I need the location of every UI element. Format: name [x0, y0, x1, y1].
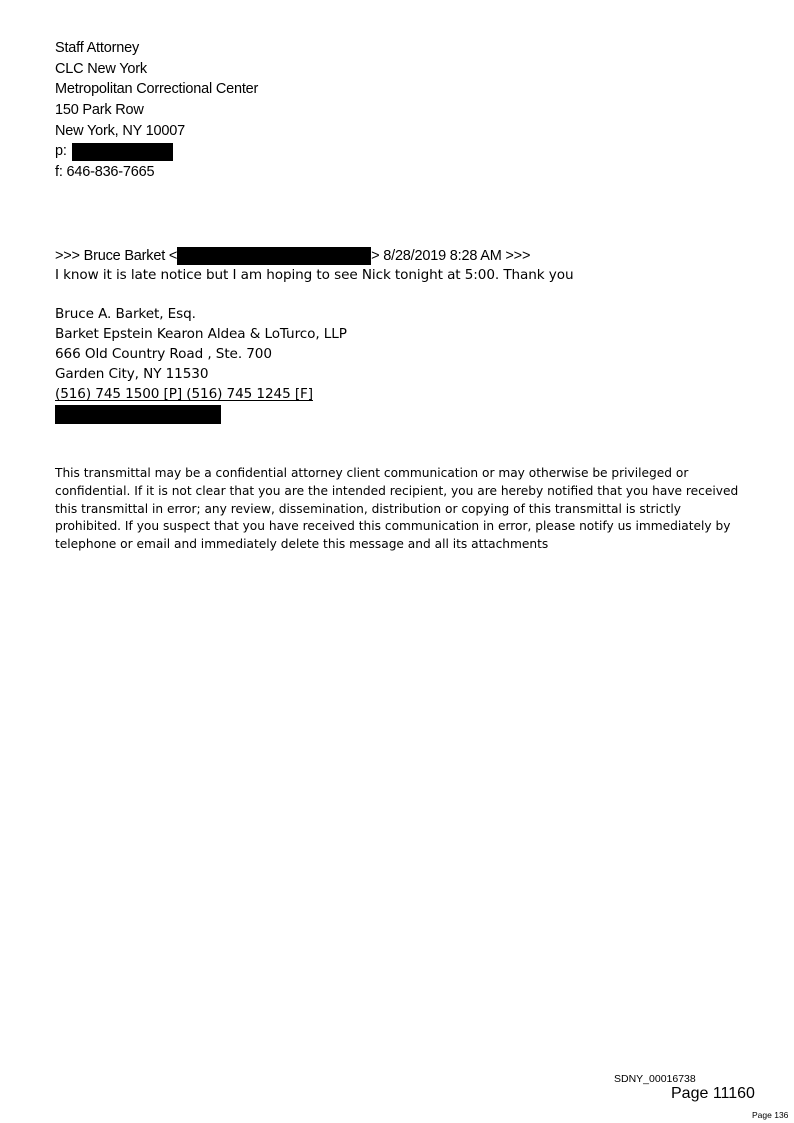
message-from-line: [55, 246, 530, 267]
small-page-number: Page 136: [752, 1110, 789, 1120]
sender-street: 666 Old Country Road , Ste. 700: [55, 346, 272, 362]
redaction-box: [72, 143, 173, 161]
phone-label: p:: [55, 143, 67, 160]
page-number: Page 11160: [671, 1085, 755, 1102]
signature-facility: Metropolitan Correctional Center: [55, 81, 259, 98]
bates-number: SDNY_00016738: [614, 1073, 696, 1085]
sender-name: Bruce A. Barket, Esq.: [55, 306, 196, 322]
sender-phones: (516) 745 1500 [P] (516) 745 1245 [F]: [55, 386, 313, 402]
signature-title: Staff Attorney: [55, 40, 139, 56]
disclaimer-line: prohibited. If you suspect that you have received this communication in error, please notify us immediately by: [55, 519, 731, 534]
disclaimer-line: This transmittal may be a confidential attorney client communication or may otherwise be privileged or: [55, 466, 689, 480]
from-prefix: >>> Bruce Barket <: [55, 248, 178, 264]
redaction-box: [177, 247, 371, 265]
signature-street: 150 Park Row: [55, 102, 144, 119]
from-suffix: > 8/28/2019 8:28 AM >>>: [371, 248, 531, 264]
signature-phone-line: [55, 141, 258, 162]
disclaimer-line: this transmittal in error; any review, dissemination, distribution or copying of this transmittal is strictly: [55, 501, 681, 516]
redaction-box: [55, 405, 221, 424]
signature-organization: CLC New York: [55, 60, 147, 77]
sender-signature-block: [55, 304, 347, 424]
disclaimer-line: confidential. If it is not clear that you are the intended recipient, you are hereby notified that you have received: [55, 483, 739, 498]
message-body: I know it is late notice but I am hoping to see Nick tonight at 5:00. Thank you: [55, 267, 574, 283]
sender-firm: Barket Epstein Kearon Aldea & LoTurco, LLP: [55, 326, 347, 342]
sender-city: Garden City, NY 11530: [55, 366, 209, 382]
confidentiality-disclaimer: [55, 465, 765, 554]
sender-email-line: [55, 404, 347, 424]
message-body-block: [55, 265, 573, 285]
signature-city: New York, NY 10007: [55, 122, 185, 139]
staff-signature-block: [55, 38, 258, 183]
signature-fax: f: 646-836-7665: [55, 164, 155, 181]
disclaimer-line: telephone or email and immediately delete this message and all its attachments: [55, 537, 549, 552]
message-header: [55, 246, 530, 267]
